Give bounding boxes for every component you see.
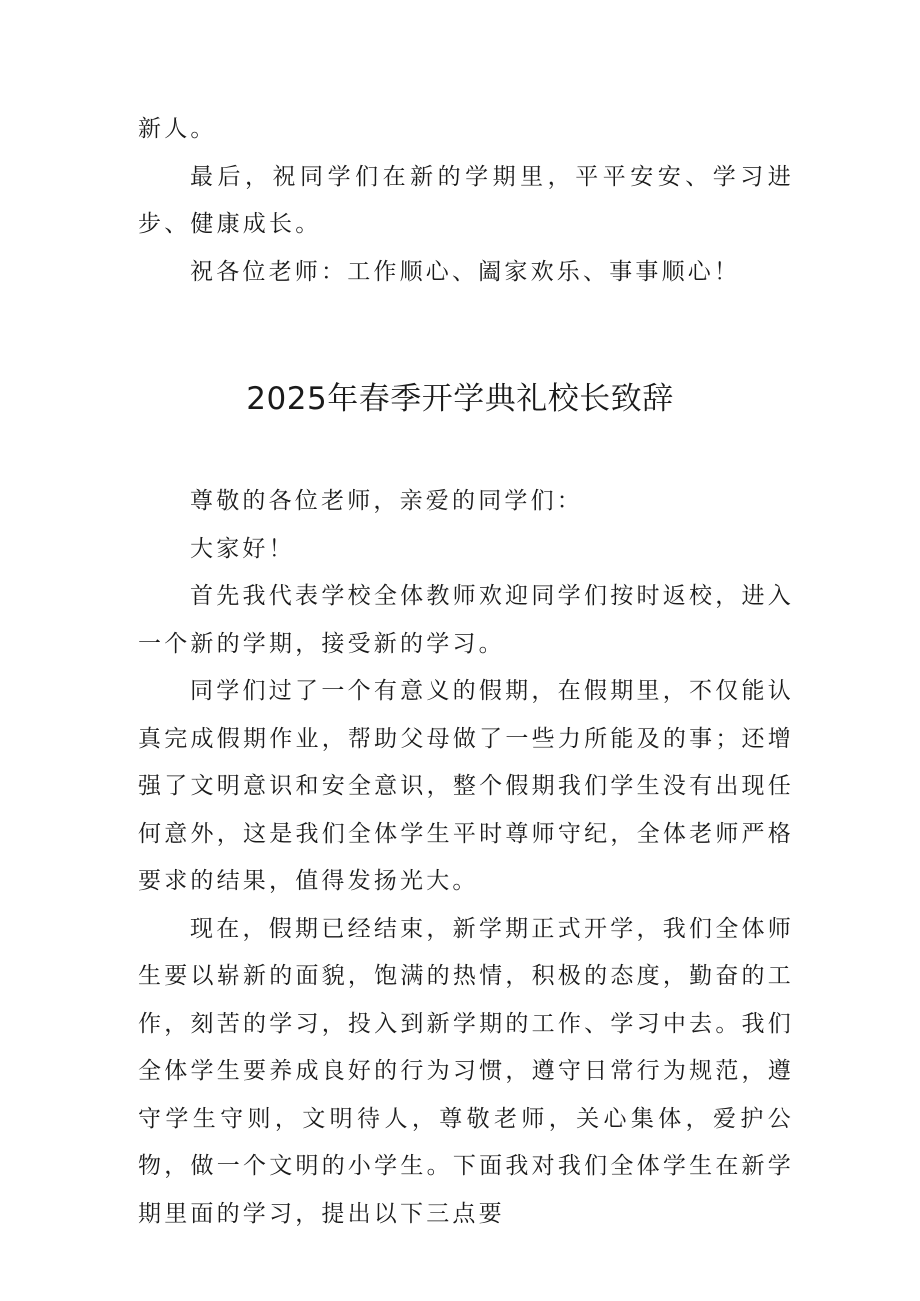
paragraph: 祝各位老师：工作顺心、阖家欢乐、事事顺心！: [190, 258, 741, 285]
paragraph: 现在，假期已经结束，新学期正式开学，我们全体师生要以崭新的面貌，饱满的热情，积极的态度，勤奋的工作，刻苦的学习，投入到新学期的工作、学习中去。我们全体学生要养成良好的行为习惯，遵守日常行为规范，遵守学生守则，文明待人，尊敬老师，关心集体，爱护公物，做一个文明的小学生。下面我对我们全体学生在新学期里面的学习，提出以下三点要: [138, 915, 794, 1227]
salutation: 尊敬的各位老师，亲爱的同学们：: [190, 488, 583, 514]
previous-section-tail: [138, 106, 794, 296]
paragraph: 首先我代表学校全体教师欢迎同学们按时返校，进入一个新的学期，接受新的学习。: [138, 583, 794, 657]
document-title: 2025年春季开学典礼校长致辞: [246, 381, 674, 417]
paragraph: 新人。: [138, 116, 217, 142]
paragraph: 最后，祝同学们在新的学期里，平平安安、学习进步、健康成长。: [138, 163, 794, 237]
paragraph: 同学们过了一个有意义的假期，在假期里，不仅能认真完成假期作业，帮助父母做了一些力所能及的事；还增强了文明意识和安全意识，整个假期我们学生没有出现任何意外，这是我们全体学生平时尊师守纪，全体老师严格要求的结果，值得发扬光大。: [138, 678, 794, 894]
speech-body: [138, 478, 794, 1238]
greeting: 大家好！: [190, 535, 295, 562]
